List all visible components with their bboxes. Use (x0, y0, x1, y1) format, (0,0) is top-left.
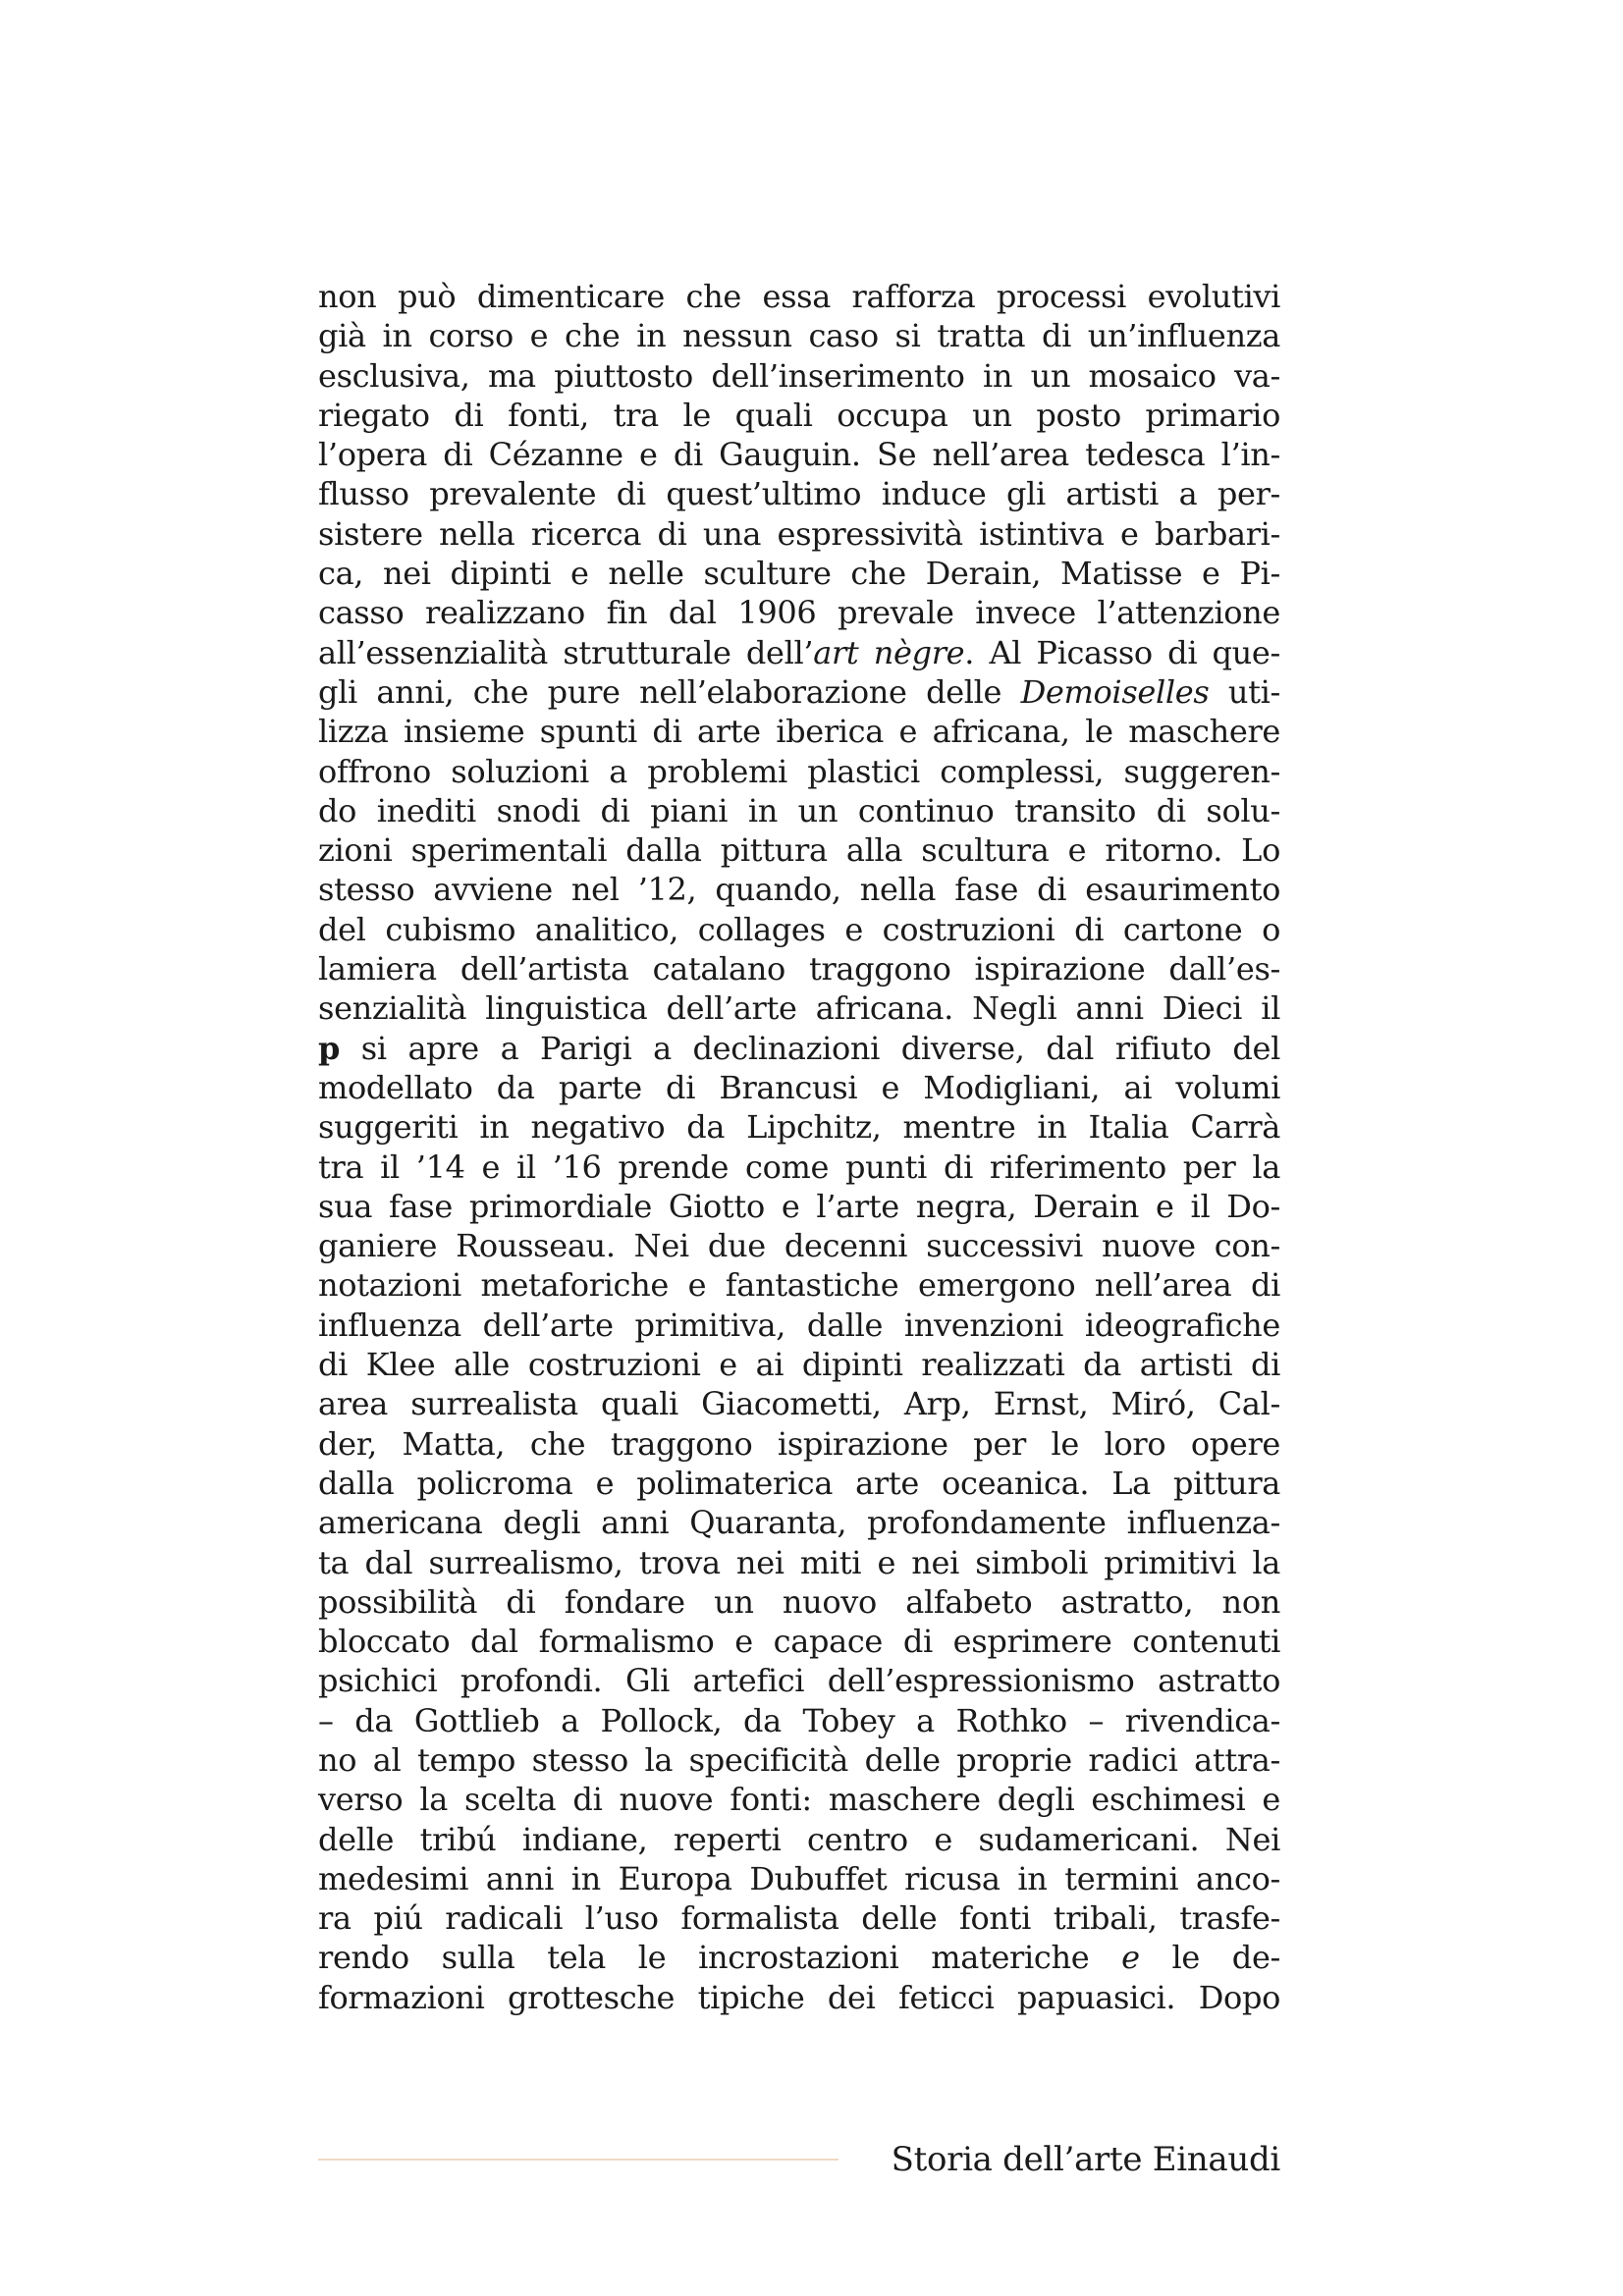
text-line: ra piú radicali l’uso formalista delle fonti tribali, trasfe- (318, 1899, 1280, 1938)
text-line: americana degli anni Quaranta, profondamente influenza- (318, 1504, 1280, 1542)
text-line: psichici profondi. Gli artefici dell’espressionismo astratto (318, 1662, 1280, 1700)
text-segment: uti- (1209, 672, 1280, 711)
text-line: sua fase primordiale Giotto e l’arte negra, Derain e il Do- (318, 1187, 1280, 1225)
text-line: notazioni metaforiche e fantastiche emergono nell’area di (318, 1266, 1280, 1305)
text-line: stesso avviene nel ’12, quando, nella fase di esaurimento (318, 871, 1280, 909)
text-line: ta dal surrealismo, trova nei miti e nei simboli primitivi la (318, 1543, 1280, 1581)
text-segment: si apre a Parigi a declinazioni diverse, dal rifiuto del (340, 1029, 1280, 1067)
text-line: casso realizzano fin dal 1906 prevale invece l’attenzione (318, 594, 1280, 632)
text-line: ganiere Rousseau. Nei due decenni successivi nuove con- (318, 1227, 1280, 1265)
text-line: verso la scelta di nuove fonti: maschere degli eschimesi e (318, 1781, 1280, 1819)
text-line: modellato da parte di Brancusi e Modigliani, ai volumi (318, 1068, 1280, 1106)
footer-title: Storia dell’arte Einaudi (891, 2140, 1280, 2179)
text-line: del cubismo analitico, collages e costruzioni di cartone o (318, 910, 1280, 948)
text-line: dalla policroma e polimaterica arte oceanica. La pittura (318, 1464, 1280, 1502)
text-line: flusso prevalente di quest’ultimo induce gli artisti a per- (318, 475, 1280, 513)
text-line (318, 1938, 1280, 1977)
text-line: di Klee alle costruzioni e ai dipinti realizzati da artisti di (318, 1346, 1280, 1384)
text-line: influenza dell’arte primitiva, dalle invenzioni ideografiche (318, 1306, 1280, 1344)
text-segment: rendo sulla tela le incrostazioni materiche (318, 1939, 1122, 1977)
text-line: formazioni grottesche tipiche dei feticci papuasici. Dopo (318, 1978, 1280, 2016)
text-line: bloccato dal formalismo e capace di esprimere contenuti (318, 1623, 1280, 1661)
text-line: esclusiva, ma piuttosto dell’inserimento in un mosaico va- (318, 356, 1280, 395)
text-segment: . Al Picasso di que- (964, 633, 1280, 671)
text-line: possibilità di fondare un nuovo alfabeto astratto, non (318, 1582, 1280, 1621)
text-segment: all’essenzialità strutturale dell’ (318, 633, 814, 671)
text-line: suggeriti in negativo da Lipchitz, mentre in Italia Carrà (318, 1108, 1280, 1147)
italic-term: Demoiselles (1020, 672, 1210, 711)
italic-term: e (1121, 1939, 1140, 1977)
text-line: medesimi anni in Europa Dubuffet ricusa in termini anco- (318, 1859, 1280, 1897)
text-line: zioni sperimentali dalla pittura alla scultura e ritorno. Lo (318, 831, 1280, 870)
text-line: do inediti snodi di piani in un continuo transito di solu- (318, 791, 1280, 829)
text-line (318, 1029, 1280, 1068)
text-segment: le de- (1139, 1939, 1280, 1977)
text-line: ca, nei dipinti e nelle sculture che Derain, Matisse e Pi- (318, 555, 1280, 593)
text-line: offrono soluzioni a problemi plastici complessi, suggeren- (318, 752, 1280, 790)
text-line: lizza insieme spunti di arte iberica e africana, le maschere (318, 713, 1280, 751)
text-line (318, 672, 1280, 712)
text-line: senzialità linguistica dell’arte africana. Negli anni Dieci il (318, 989, 1280, 1028)
text-line: delle tribú indiane, reperti centro e sudamericani. Nei (318, 1820, 1280, 1858)
text-line: non può dimenticare che essa rafforza processi evolutivi (318, 278, 1280, 315)
body-text (318, 277, 1280, 2017)
text-line: l’opera di Cézanne e di Gauguin. Se nell’area tedesca l’in- (318, 436, 1280, 474)
bold-abbreviation: p (318, 1029, 341, 1067)
text-line: der, Matta, che traggono ispirazione per le loro opere (318, 1424, 1280, 1463)
text-line: lamiera dell’artista catalano traggono ispirazione dall’es- (318, 950, 1280, 988)
text-line: riegato di fonti, tra le quali occupa un posto primario (318, 396, 1280, 434)
text-line: sistere nella ricerca di una espressività istintiva e barbari- (318, 514, 1280, 553)
text-line: area surrealista quali Giacometti, Arp, Ernst, Miró, Cal- (318, 1385, 1280, 1423)
text-line: già in corso e che in nessun caso si tratta di un’influenza (318, 317, 1280, 355)
footer-rule (318, 2159, 839, 2161)
text-line: tra il ’14 e il ’16 prende come punti di riferimento per la (318, 1148, 1280, 1186)
text-line (318, 633, 1280, 672)
text-line: no al tempo stesso la specificità delle proprie radici attra- (318, 1740, 1280, 1779)
italic-term: art nègre (813, 633, 965, 671)
text-segment: gli anni, che pure nell’elaborazione delle (318, 672, 1021, 711)
text-line: – da Gottlieb a Pollock, da Tobey a Rothko – rivendica- (318, 1701, 1280, 1739)
